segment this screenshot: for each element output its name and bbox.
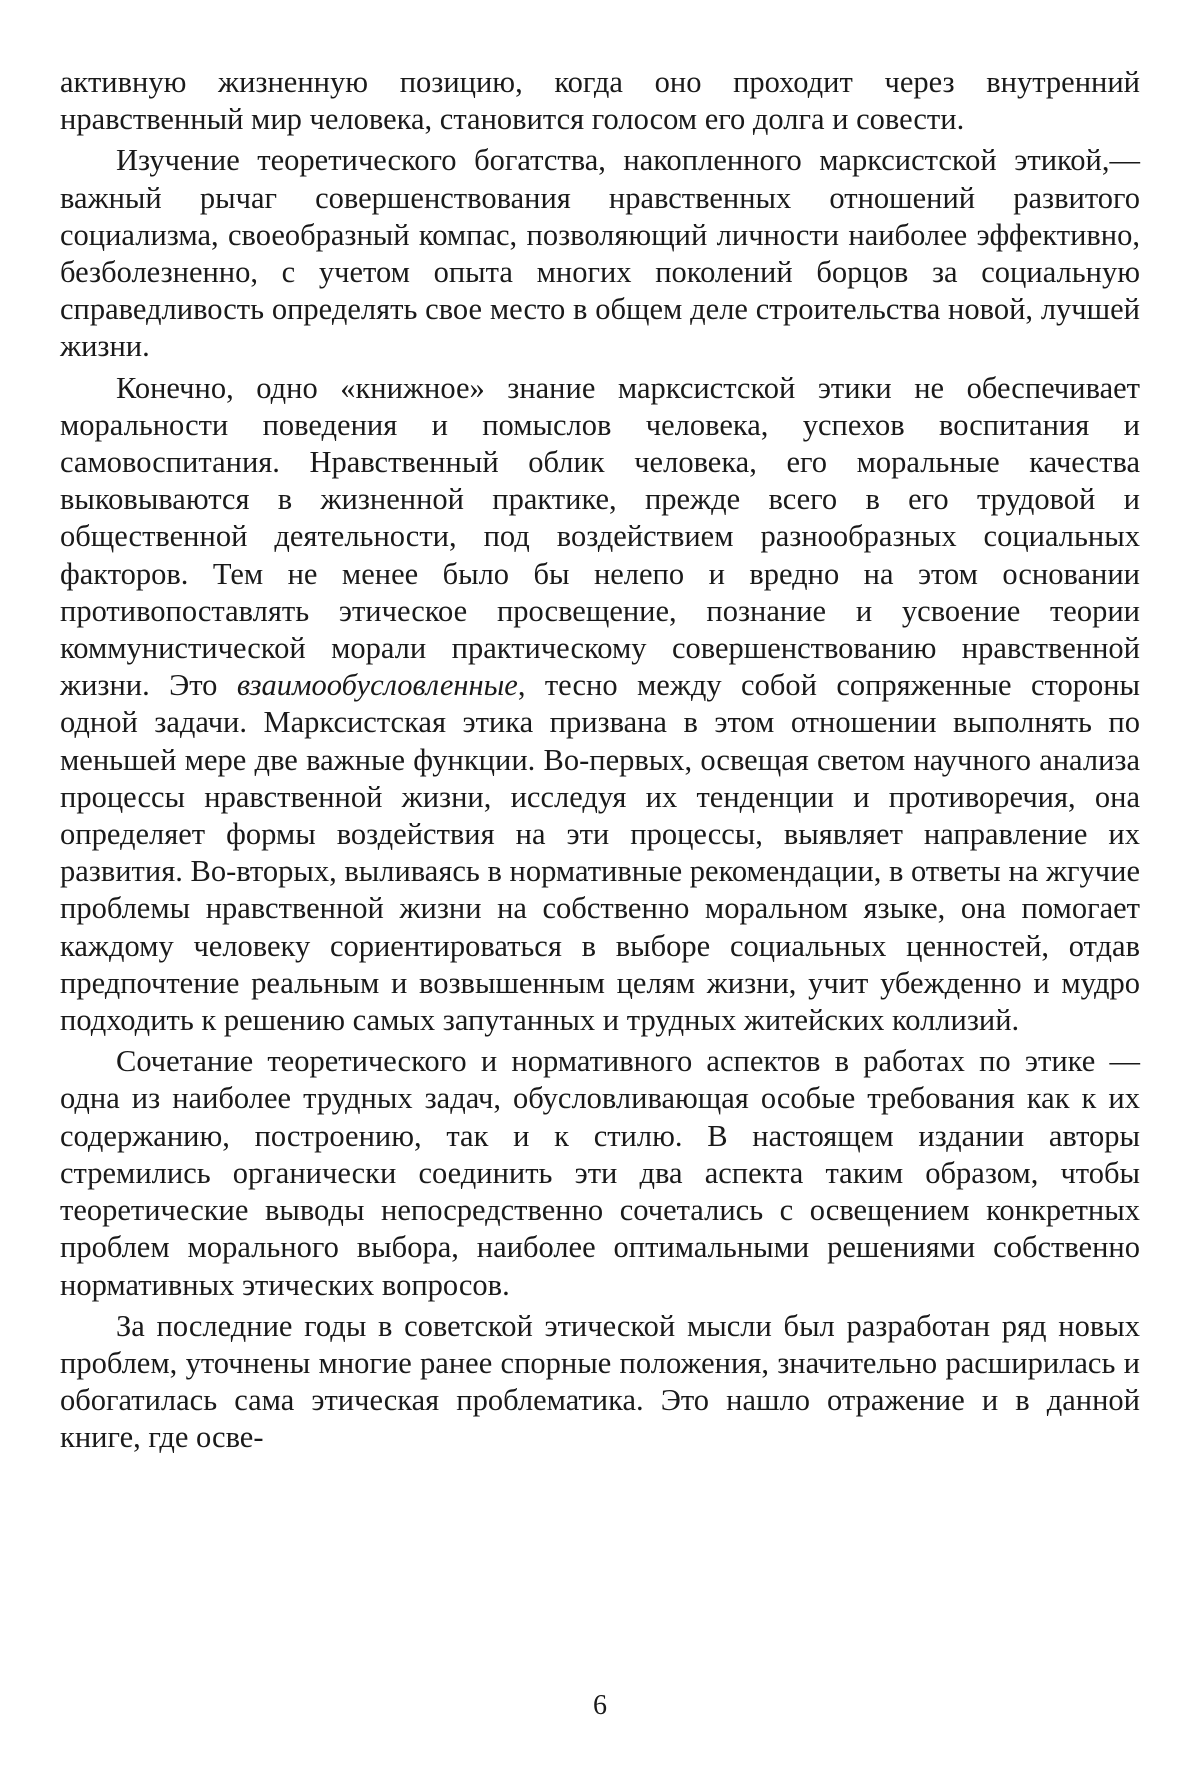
text-run: активную жизненную позицию, когда оно проходит через внутренний нравственный мир человека, становится голосом его долга и совести. bbox=[60, 65, 1140, 137]
text-run: За последние годы в советской этической мысли был разработан ряд новых проблем, уточнены многие ранее спорные положения, значительно расширилась и обогатилась сама этическая проблематика. Это нашло отражение и в данной книге, где осве- bbox=[60, 1308, 1140, 1455]
paragraph bbox=[60, 1308, 1140, 1457]
page-body-text bbox=[60, 64, 1140, 1457]
paragraph bbox=[60, 1043, 1140, 1303]
paragraph bbox=[60, 64, 1140, 138]
text-run: Конечно, одно «книжное» знание марксистской этики не обеспечивает моральности поведения и помыслов человека, успехов воспитания и самовоспитания. Нравственный облик человека, его моральные качества выковываются в жизненной практике, прежде всего в его трудовой и общественной деятельности, под воздействием разнообразных социальных факторов. Тем не менее было бы нелепо и вредно на этом основании противопоставлять этическое просвещение, познание и усвоение теории коммунистической морали практическому совершенствованию нравственной жизни. Это bbox=[60, 370, 1140, 703]
text-run: Изучение теоретического богатства, накопленного марксистской этикой,— важный рычаг совершенствования нравственных отношений развитого социализма, своеобразный компас, позволяющий личности наиболее эффективно, безболезненно, с учетом опыта многих поколений борцов за социальную справедливость определять свое место в общем деле строительства новой, лучшей жизни. bbox=[60, 143, 1140, 364]
text-run: , тесно между собой сопряженные стороны одной задачи. Марксистская этика призвана в этом отношении выполнять по меньшей мере две важные функции. Во-первых, освещая светом научного анализа процессы нравственной жизни, исследуя их тенденции и противоречия, она определяет формы воздействия на эти процессы, выявляет направление их развития. Во-вторых, выливаясь в нормативные рекомендации, в ответы на жгучие проблемы нравственной жизни на собственно моральном языке, она помогает каждому человеку сориентироваться в выборе социальных ценностей, отдав предпочтение реальным и возвышенным целям жизни, учит убежденно и мудро подходить к решению самых запутанных и трудных житейских коллизий. bbox=[60, 668, 1141, 1038]
text-run: Сочетание теоретического и нормативного аспектов в работах по этике — одна из наиболее трудных задач, обусловливающая особые требования как к их содержанию, построению, так и к стилю. В настоящем издании авторы стремились органически соединить эти два аспекта таким образом, чтобы теоретические выводы непосредственно сочетались с освещением конкретных проблем морального выбора, наиболее оптимальными решениями собственно нормативных этических вопросов. bbox=[60, 1044, 1140, 1302]
page-number: 6 bbox=[593, 1690, 607, 1721]
paragraph bbox=[60, 142, 1140, 365]
emphasized-text: взаимообусловленные bbox=[236, 668, 518, 703]
paragraph bbox=[60, 370, 1140, 1040]
